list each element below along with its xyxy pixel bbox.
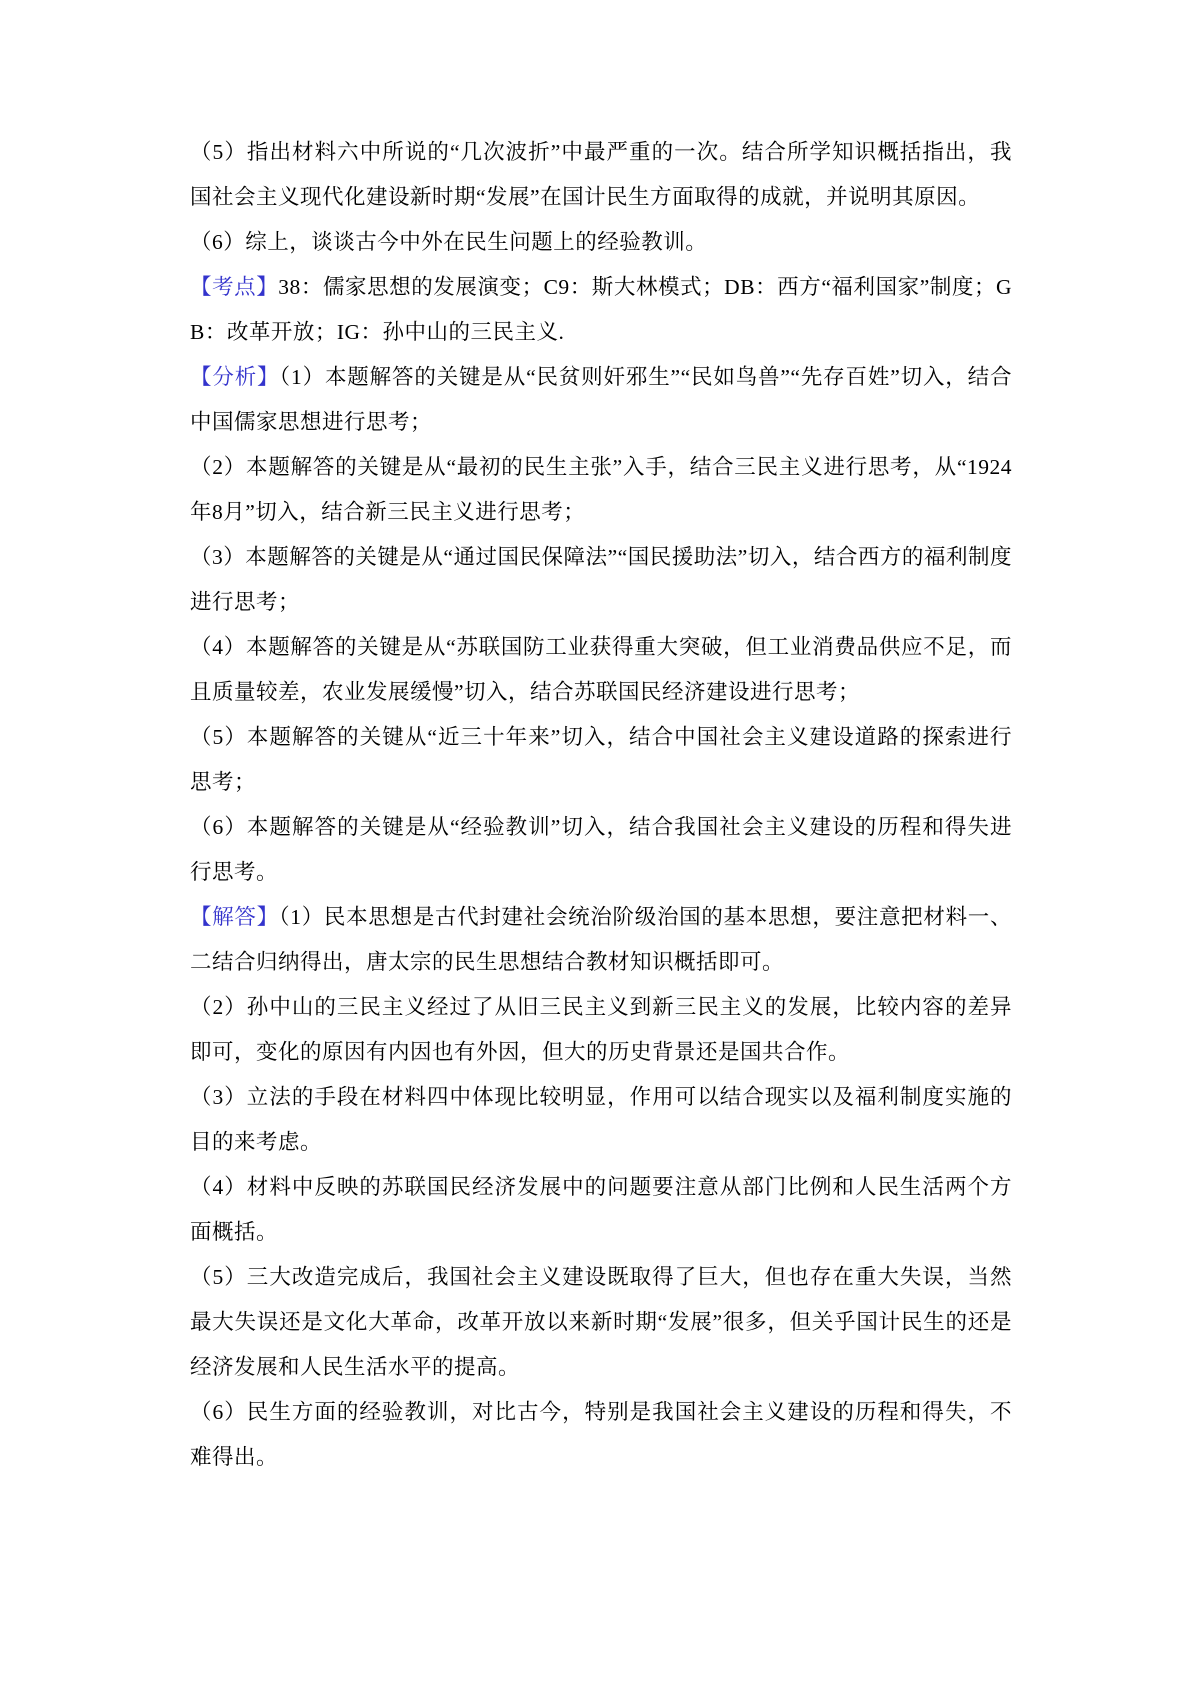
paragraph-text: （2）本题解答的关键是从“最初的民生主张”入手，结合三民主义进行思考，从“1924年8月”切入，结合新三民主义进行思考；: [190, 455, 1012, 524]
paragraph-text: （3）立法的手段在材料四中体现比较明显，作用可以结合现实以及福利制度实施的目的来考虑。: [190, 1085, 1012, 1154]
paragraph: [190, 805, 1012, 895]
paragraph: [190, 535, 1012, 625]
paragraph: [190, 1255, 1012, 1390]
analysis-label: 【分析】: [190, 365, 280, 389]
paragraph-text: （4）材料中反映的苏联国民经济发展中的问题要注意从部门比例和人民生活两个方面概括。: [190, 1175, 1012, 1244]
exam-point-label: 【考点】: [190, 275, 279, 299]
paragraph: [190, 355, 1012, 445]
paragraph-text: （3）本题解答的关键是从“通过国民保障法”“国民援助法”切入，结合西方的福利制度进行思考；: [190, 545, 1012, 614]
paragraph: [190, 985, 1012, 1075]
paragraph-text: （5）三大改造完成后，我国社会主义建设既取得了巨大，但也存在重大失误，当然最大失误还是文化大革命，改革开放以来新时期“发展”很多，但关乎国计民生的还是经济发展和人民生活水平的提高。: [190, 1265, 1012, 1379]
paragraph-text: 38：儒家思想的发展演变；C9：斯大林模式；DB：西方“福利国家”制度；GB：改革开放；IG：孙中山的三民主义.: [190, 275, 1012, 344]
paragraph: [190, 130, 1012, 220]
paragraph: [190, 1165, 1012, 1255]
document-page: [190, 130, 1012, 1480]
paragraph: [190, 265, 1012, 355]
answer-label: 【解答】: [190, 905, 279, 929]
paragraph-text: （4）本题解答的关键是从“苏联国防工业获得重大突破，但工业消费品供应不足，而且质量较差，农业发展缓慢”切入，结合苏联国民经济建设进行思考；: [190, 635, 1012, 704]
paragraph: [190, 895, 1012, 985]
paragraph-text: （6）民生方面的经验教训，对比古今，特别是我国社会主义建设的历程和得失，不难得出。: [190, 1400, 1012, 1469]
paragraph: [190, 445, 1012, 535]
paragraph-text: （6）本题解答的关键是从“经验教训”切入，结合我国社会主义建设的历程和得失进行思考。: [190, 815, 1012, 884]
paragraph-text: （1）本题解答的关键是从“民贫则奸邪生”“民如鸟兽”“先存百姓”切入，结合中国儒家思想进行思考；: [190, 365, 1012, 434]
paragraph-text: （5）指出材料六中所说的“几次波折”中最严重的一次。结合所学知识概括指出，我国社会主义现代化建设新时期“发展”在国计民生方面取得的成就，并说明其原因。: [190, 140, 1012, 209]
paragraph: [190, 625, 1012, 715]
paragraph: [190, 1390, 1012, 1480]
paragraph-text: （2）孙中山的三民主义经过了从旧三民主义到新三民主义的发展，比较内容的差异即可，变化的原因有内因也有外因，但大的历史背景还是国共合作。: [190, 995, 1012, 1064]
paragraph: [190, 1075, 1012, 1165]
paragraph: [190, 715, 1012, 805]
paragraph-text: （1）民本思想是古代封建社会统治阶级治国的基本思想，要注意把材料一、二结合归纳得出，唐太宗的民生思想结合教材知识概括即可。: [190, 905, 1012, 974]
paragraph: [190, 220, 1012, 265]
paragraph-text: （6）综上，谈谈古今中外在民生问题上的经验教训。: [190, 230, 708, 254]
paragraph-text: （5）本题解答的关键从“近三十年来”切入，结合中国社会主义建设道路的探索进行思考；: [190, 725, 1012, 794]
